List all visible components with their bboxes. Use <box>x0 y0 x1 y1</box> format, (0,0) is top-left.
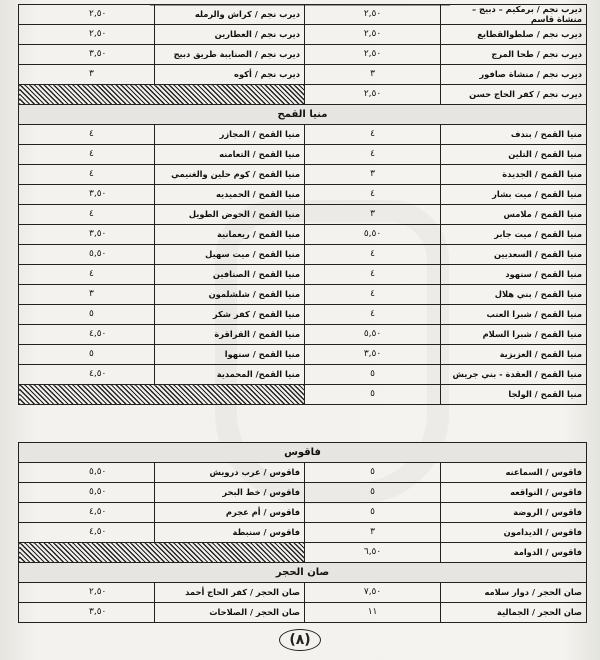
fare-value-cell: ٤,٥٠ <box>19 523 155 543</box>
table-row <box>19 285 587 305</box>
route-name-cell: منيا القمح / التعامنه <box>155 145 305 165</box>
table-row <box>19 463 587 483</box>
table-row <box>19 583 587 603</box>
route-name-cell: منيا القمح / شبرا السلام <box>441 325 587 345</box>
table-row <box>19 345 587 365</box>
route-name-cell: منيا القمح / شلشلمون <box>155 285 305 305</box>
fare-value-cell: ٤,٥٠ <box>19 365 155 385</box>
fare-value-cell: ٥ <box>305 365 441 385</box>
fare-value-cell: ٢,٥٠ <box>305 5 441 25</box>
route-name-cell: منيا القمح / ملامس <box>441 205 587 225</box>
route-name-cell: صان الحجر / الجمالية <box>441 603 587 623</box>
fare-value-cell: ٤ <box>305 265 441 285</box>
fare-value-cell: ٣ <box>19 285 155 305</box>
route-name-cell: منيا القمح / الحوض الطويل <box>155 205 305 225</box>
fare-value-cell: ٤ <box>19 125 155 145</box>
fare-value-cell: ٣,٥٠ <box>19 225 155 245</box>
fare-value-cell: ٢,٥٠ <box>19 5 155 25</box>
fare-value-cell: ٣ <box>305 205 441 225</box>
fare-value-cell: ٥,٥٠ <box>305 325 441 345</box>
fare-value-cell: ٦,٥٠ <box>305 543 441 563</box>
table-row <box>19 185 587 205</box>
route-name-cell: فاقوس / النواقعه <box>441 483 587 503</box>
route-name-cell: منيا القمح / التلين <box>441 145 587 165</box>
route-name-cell: ديرب نجم / منشاة صافور <box>441 65 587 85</box>
table-row <box>19 523 587 543</box>
route-name-cell: فاقوس / سنبطة <box>155 523 305 543</box>
route-name-cell: منيا القمح / ميت جابر <box>441 225 587 245</box>
section-title: منيا القمح <box>19 105 587 125</box>
route-name-cell: منيا القمح / بندف <box>441 125 587 145</box>
section-title: فاقوس <box>19 443 587 463</box>
route-name-cell: منيا القمح / الجديدة <box>441 165 587 185</box>
route-name-cell: صان الحجر / كفر الحاج أحمد <box>155 583 305 603</box>
route-name-cell: منيا القمح / الولجا <box>441 385 587 405</box>
fare-value-cell: ٣ <box>305 165 441 185</box>
fare-value-cell: ٣,٥٠ <box>19 45 155 65</box>
table-row <box>19 145 587 165</box>
fare-value-cell: ٤ <box>305 145 441 165</box>
route-name-cell: منيا القمح / بني هلال <box>441 285 587 305</box>
route-name-cell: ديرب نجم / العطارين <box>155 25 305 45</box>
fare-value-cell: ٣,٥٠ <box>305 345 441 365</box>
fare-value-cell: ٤ <box>305 245 441 265</box>
fare-value-cell: ٥ <box>19 345 155 365</box>
page-footer <box>0 629 600 651</box>
route-name-cell: منيا القمح / العزيزية <box>441 345 587 365</box>
fare-value-cell: ٣ <box>305 65 441 85</box>
table-row <box>19 325 587 345</box>
table-row <box>19 225 587 245</box>
fare-value-cell: ٤ <box>305 305 441 325</box>
fare-value-cell: ٢,٥٠ <box>19 583 155 603</box>
route-name-cell: منيا القمح / شبرا العنب <box>441 305 587 325</box>
table-row <box>19 503 587 523</box>
table-row <box>19 5 587 25</box>
table-row <box>19 543 587 563</box>
table-row <box>19 265 587 285</box>
route-name-cell: ديرب نجم / صلطوالقطايع <box>441 25 587 45</box>
table-row <box>19 603 587 623</box>
route-name-cell: منيا القمح / ميت بشار <box>441 185 587 205</box>
fare-value-cell: ٥,٥٠ <box>19 245 155 265</box>
fare-value-cell: ٥ <box>305 503 441 523</box>
fare-value-cell: ٥,٥٠ <box>305 225 441 245</box>
fare-value-cell: ١١ <box>305 603 441 623</box>
route-name-cell: فاقوس / الروضة <box>441 503 587 523</box>
table-row <box>19 65 587 85</box>
fare-value-cell: ٥ <box>305 385 441 405</box>
section-header-row <box>19 443 587 463</box>
hatched-empty-cell <box>19 85 305 105</box>
table-row <box>19 125 587 145</box>
section-title: صان الحجر <box>19 563 587 583</box>
fare-value-cell: ٥,٥٠ <box>19 483 155 503</box>
route-name-cell: فاقوس / عرب درويش <box>155 463 305 483</box>
table-row <box>19 25 587 45</box>
fare-value-cell: ٤ <box>305 125 441 145</box>
table-row <box>19 365 587 385</box>
fare-value-cell: ٤,٥٠ <box>19 503 155 523</box>
table-row <box>19 483 587 503</box>
table-row <box>19 45 587 65</box>
route-name-cell: ديرب نجم / برمكيم – دبيج – منشاة قاسم <box>441 5 587 25</box>
fare-value-cell: ٢,٥٠ <box>305 85 441 105</box>
route-name-cell: ديرب نجم / الصنايبة طريق دبيج <box>155 45 305 65</box>
fare-value-cell: ٤,٥٠ <box>19 325 155 345</box>
route-name-cell: منيا القمح / ميت سهيل <box>155 245 305 265</box>
fare-value-cell: ٣,٥٠ <box>19 185 155 205</box>
route-name-cell: منيا القمح / كفر شكر <box>155 305 305 325</box>
route-name-cell: منيا القمح/ المحمدية <box>155 365 305 385</box>
hatched-empty-cell <box>19 385 305 405</box>
fare-value-cell: ٤ <box>19 205 155 225</box>
fare-value-cell: ٤ <box>19 165 155 185</box>
route-name-cell: فاقوس / أم عجرم <box>155 503 305 523</box>
section-header-row <box>19 105 587 125</box>
table-row <box>19 165 587 185</box>
hatched-empty-cell <box>19 543 305 563</box>
route-name-cell: صان الحجر / الصلاحات <box>155 603 305 623</box>
fares-table-top <box>18 4 587 405</box>
fare-value-cell: ٥ <box>19 305 155 325</box>
route-name-cell: منيا القمح / سنهود <box>441 265 587 285</box>
route-name-cell: ديرب نجم / طحا المرج <box>441 45 587 65</box>
route-name-cell: منيا القمح / العقدة - بني جريش <box>441 365 587 385</box>
fare-value-cell: ٥,٥٠ <box>19 463 155 483</box>
fare-value-cell: ٥ <box>305 463 441 483</box>
fare-value-cell: ٢,٥٠ <box>305 45 441 65</box>
fare-value-cell: ٣,٥٠ <box>19 603 155 623</box>
route-name-cell: فاقوس / السماعنه <box>441 463 587 483</box>
fare-value-cell: ٤ <box>305 285 441 305</box>
route-name-cell: منيا القمح / السعديين <box>441 245 587 265</box>
route-name-cell: ديرب نجم / كفر الحاج حسن <box>441 85 587 105</box>
route-name-cell: منيا القمح / سنهوا <box>155 345 305 365</box>
table-row <box>19 85 587 105</box>
fare-value-cell: ٥ <box>305 483 441 503</box>
fare-value-cell: ٣ <box>305 523 441 543</box>
fare-value-cell: ٤ <box>305 185 441 205</box>
route-name-cell: فاقوس / الديدامون <box>441 523 587 543</box>
table-row <box>19 245 587 265</box>
table-row <box>19 385 587 405</box>
route-name-cell: منيا القمح / القراقرة <box>155 325 305 345</box>
route-name-cell: منيا القمح / الصنافين <box>155 265 305 285</box>
fares-table-bottom <box>18 442 587 623</box>
table-row <box>19 305 587 325</box>
route-name-cell: منيا القمح / ريعمانية <box>155 225 305 245</box>
fare-value-cell: ٤ <box>19 265 155 285</box>
route-name-cell: منيا القمح / كوم حلين والغنيمي <box>155 165 305 185</box>
fare-value-cell: ٢,٥٠ <box>19 25 155 45</box>
fare-value-cell: ٣ <box>19 65 155 85</box>
route-name-cell: ديرب نجم / كراش والرمله <box>155 5 305 25</box>
section-header-row <box>19 563 587 583</box>
route-name-cell: منيا القمح / المجازر <box>155 125 305 145</box>
route-name-cell: منيا القمح / الحميديه <box>155 185 305 205</box>
route-name-cell: فاقوس / الدوامة <box>441 543 587 563</box>
route-name-cell: صان الحجر / دوار سلامه <box>441 583 587 603</box>
fare-value-cell: ٢,٥٠ <box>305 25 441 45</box>
route-name-cell: فاقوس / خط البحر <box>155 483 305 503</box>
table-row <box>19 205 587 225</box>
fare-value-cell: ٤ <box>19 145 155 165</box>
route-name-cell: ديرب نجم / أكوه <box>155 65 305 85</box>
page-number: (٨) <box>279 629 320 651</box>
fare-value-cell: ٧,٥٠ <box>305 583 441 603</box>
